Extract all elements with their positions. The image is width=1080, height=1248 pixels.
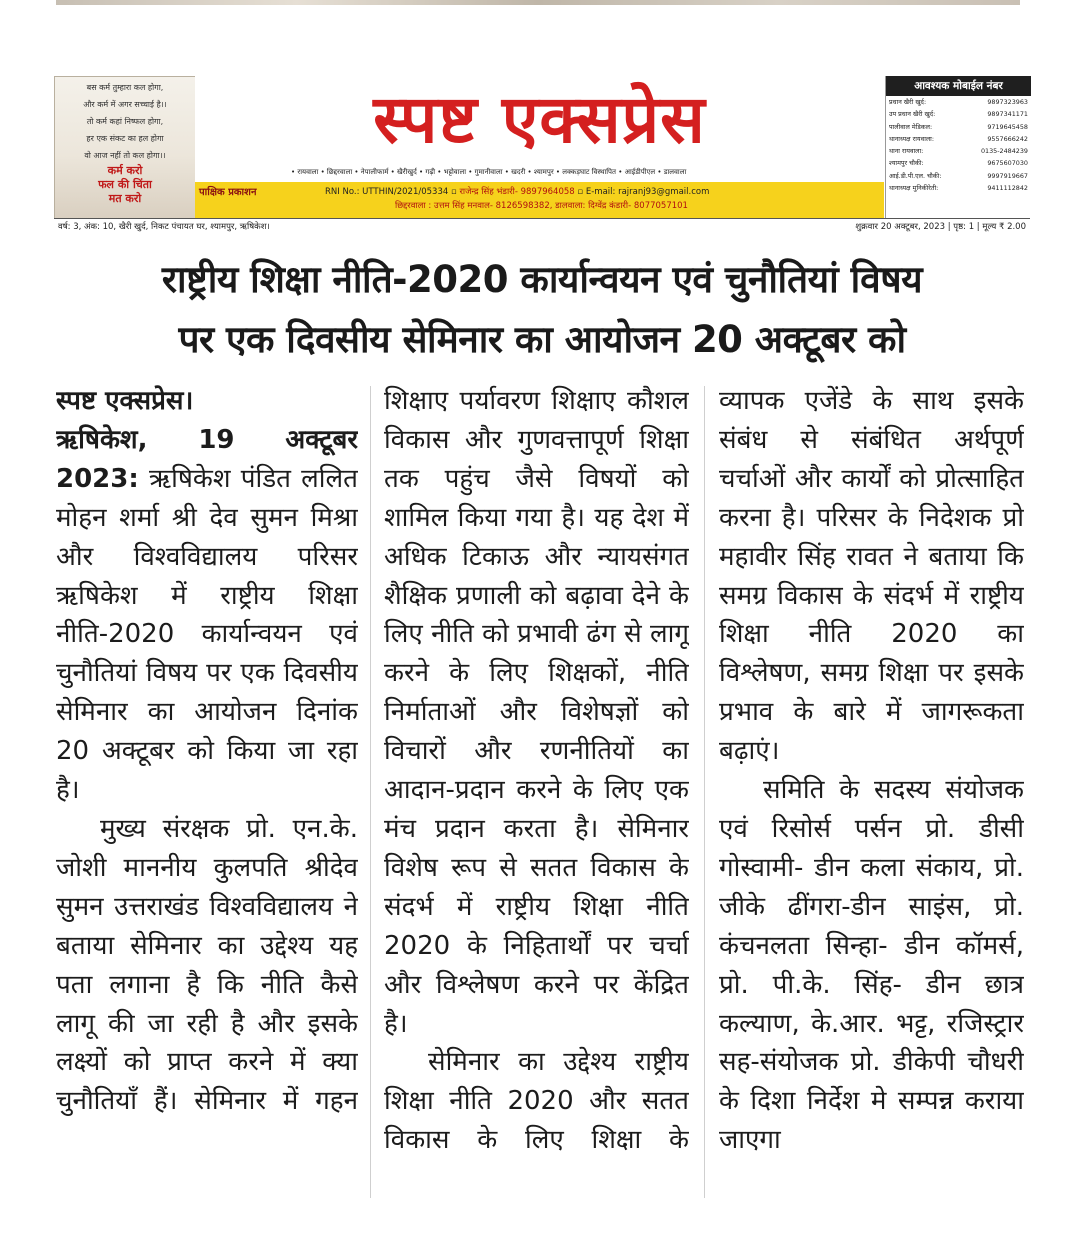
top-photo-strip bbox=[56, 0, 1020, 5]
article-paragraph: व्यापक एजेंडे के साथ इसके संबंध से संबंधित अर्थपूर्ण चर्चाओं और कार्यों को प्रोत्साहित करना है। परिसर के निदेशक प्रो महावीर सिंह रावत ने बताया कि समग्र विकास के संदर्भ में राष्ट्रीय शिक्षा नीति 2020 का विश्लेषण, समग्र शिक्षा पर इसके प्रभाव के बारे में जागरूकता बढ़ाएं। bbox=[719, 386, 1024, 767]
quote-highlight: कर्म करो bbox=[107, 164, 143, 177]
column-divider bbox=[370, 386, 371, 1198]
byline: स्पष्ट एक्सप्रेस। bbox=[56, 386, 194, 416]
mobile-number-row bbox=[886, 96, 1031, 108]
mobile-numbers-list bbox=[886, 96, 1031, 194]
title-band bbox=[195, 76, 884, 218]
mobile-label: थाना रायवाला: bbox=[889, 147, 924, 156]
mobile-number-row bbox=[886, 182, 1031, 194]
headline-line: पर एक दिवसीय सेमिनार का आयोजन 20 अक्टूबर को bbox=[178, 318, 906, 361]
mobile-number-row bbox=[886, 133, 1031, 145]
mobile-number: 9557666242 bbox=[987, 134, 1028, 143]
article-column-2 bbox=[384, 382, 689, 1202]
mobile-label: थानाध्यक्ष रायवाला: bbox=[889, 134, 934, 143]
quote-line: हर एक संकट का हल होगा bbox=[86, 134, 164, 143]
newspaper-title: स्पष्ट एक्सप्रेस bbox=[373, 80, 706, 158]
mobile-number-row bbox=[886, 121, 1031, 133]
mobile-numbers-box bbox=[885, 76, 1031, 218]
article-paragraph: समिति के सदस्य संयोजक एवं रिसोर्स पर्सन प्रो. डीसी गोस्वामी- डीन कला संकाय, प्रो. जीके ढींगरा-डीन साइंस, प्रो. कंचनलता सिन्हा- डीन कॉमर्स, प्रो. पी.के. सिंह- डीन छात्र कल्याण, के.आर. भट्ट, रजिस्ट्रार सह-संयोजक प्रो. डीकेपी चौधरी के दिशा निर्देश मे सम्पन्न कराया जाएगा bbox=[719, 775, 1024, 1156]
publication-type: पाक्षिक प्रकाशन bbox=[199, 187, 257, 198]
mobile-number: 9897341171 bbox=[987, 110, 1028, 119]
mobile-label: प्रधान खैरी खुर्द: bbox=[889, 98, 927, 106]
article-headline bbox=[54, 250, 1030, 370]
quote-line: वो आज नहीं तो कल होगा।। bbox=[84, 151, 166, 160]
village-list: • रायवाला • छिद्दरवाला • नेपालीफार्म • खैरीखुर्द • गढ़ी • भट्टोवाला • गुमानीवाला • खदरी • श्यामपुर • लक्कड़घाट विस्थापित • आईडीपीएल • डालवाला bbox=[291, 168, 687, 176]
mobile-label: श्यामपुर चौकी: bbox=[889, 159, 924, 168]
article-paragraph: मुख्य संरक्षक प्रो. एन.के. जोशी माननीय कुलपति श्रीदेव सुमन उत्तराखंड विश्वविद्यालय ने बताया सेमिनार का उद्देश्य यह पता लगाना है कि नीति कैसे लागू की जा रही है और इसके लक्ष्यों को प्राप्त करने में क्या चुनौतियाँ हैं। सेमिनार में गहन bbox=[56, 813, 358, 1117]
mobile-numbers-title: आवश्यक मोबाईल नंबर bbox=[886, 76, 1031, 96]
mobile-number: 9719645458 bbox=[987, 122, 1028, 131]
volume-address: वर्ष: 3, अंक: 10, खैरी खुर्द, निकट पंचायत घर, श्यामपुर, ऋषिकेश। bbox=[58, 222, 270, 232]
quote-line: और कर्म में अगर सच्चाई है।। bbox=[83, 100, 167, 109]
mobile-number-row bbox=[886, 157, 1031, 169]
dateline: ऋषिकेश, 19 अक्टूबर 2023: bbox=[56, 424, 358, 494]
quote-box bbox=[54, 76, 196, 220]
quote-line: तो कर्म कहां निष्फल होगा, bbox=[86, 117, 164, 126]
mobile-number: 9897323963 bbox=[987, 98, 1028, 106]
column-divider bbox=[704, 386, 705, 1198]
mobile-label: थानाध्यक्ष मुनिकीरेती: bbox=[889, 184, 939, 193]
headline-line: राष्ट्रीय शिक्षा नीति-2020 कार्यान्वयन एवं चुनौतियां विषय bbox=[161, 258, 923, 301]
mobile-label: आई.डी.पी.एल. चौकी: bbox=[889, 171, 942, 180]
rni-number: RNI No.: UTTHIN/2021/05334 bbox=[325, 187, 449, 197]
paragraph-text: ऋषिकेश पंडित ललित मोहन शर्मा श्री देव सुमन मिश्रा और विश्वविद्यालय परिसर ऋषिकेश में राष्ट्रीय शिक्षा नीति-2020 कार्यान्वयन एवं चुनौतियां विषय पर एक दिवसीय सेमिनार का आयोजन दिनांक 20 अक्टूबर को किया जा रहा है। bbox=[56, 463, 358, 806]
quote-highlight: फल की चिंता bbox=[98, 178, 152, 191]
mobile-label: उप प्रधान खैरी खुर्द: bbox=[889, 110, 936, 119]
mobile-number-row bbox=[886, 170, 1031, 182]
correspondent-line: छिद्दरवाला : उत्तम सिंह मनवाल- 8126598382, डालवाला: दिग्वेंद्र कंडारी- 8077057101 bbox=[395, 201, 688, 211]
quote-highlight: मत करो bbox=[108, 192, 142, 205]
editor-contact: राजेन्द्र सिंह भंडारी- 9897964058 bbox=[459, 187, 575, 197]
mobile-number-row bbox=[886, 108, 1031, 120]
mobile-number: 0135-2484239 bbox=[980, 147, 1028, 156]
quote-line: बस कर्म तुम्हारा कल होगा, bbox=[86, 83, 164, 92]
mobile-number: 9675607030 bbox=[987, 159, 1028, 168]
article-column-3 bbox=[719, 382, 1024, 1202]
registration-line: RNI No.: UTTHIN/2021/05334 ▫ राजेन्द्र सिंह भंडारी- 9897964058 ▫ E-mail: rajranj93@gmail.com bbox=[325, 187, 710, 197]
mobile-number: 9997919667 bbox=[987, 171, 1028, 180]
mobile-number-row bbox=[886, 145, 1031, 157]
publication-info-bar bbox=[195, 182, 884, 218]
email-address: E-mail: rajranj93@gmail.com bbox=[585, 187, 710, 197]
issue-date: शुक्रवार 20 अक्टूबर, 2023 | पृष्ठ: 1 | मूल्य ₹ 2.00 bbox=[855, 222, 1026, 232]
article-paragraph: शिक्षाए पर्यावरण शिक्षाए कौशल विकास और गुणवत्तापूर्ण शिक्षा तक पहुंच जैसे विषयों को शामिल किया गया है। यह देश में अधिक टिकाऊ और न्यायसंगत शैक्षिक प्रणाली को बढ़ावा देने के लिए नीति को प्रभावी ढंग से लागू करने के लिए शिक्षकों, नीति निर्माताओं और विशेषज्ञों को विचारों और रणनीतियों का आदान-प्रदान करने के लिए एक मंच प्रदान करता है। सेमिनार विशेष रूप से सतत विकास के संदर्भ में राष्ट्रीय शिक्षा नीति 2020 के निहितार्थों पर चर्चा और विश्लेषण करने पर केंद्रित है। bbox=[384, 386, 689, 1039]
mobile-number: 9411112842 bbox=[987, 184, 1028, 193]
issue-info-strip bbox=[54, 218, 1030, 238]
article-paragraph: सेमिनार का उद्देश्य राष्ट्रीय शिक्षा नीति 2020 और सतत विकास के लिए शिक्षा के bbox=[384, 1047, 689, 1156]
article-column-1 bbox=[56, 382, 358, 1202]
article-paragraph bbox=[56, 421, 358, 810]
newspaper-masthead bbox=[54, 76, 1030, 236]
news-article bbox=[54, 236, 1030, 1210]
mobile-label: पालीवाल मेडिकल: bbox=[889, 122, 933, 131]
